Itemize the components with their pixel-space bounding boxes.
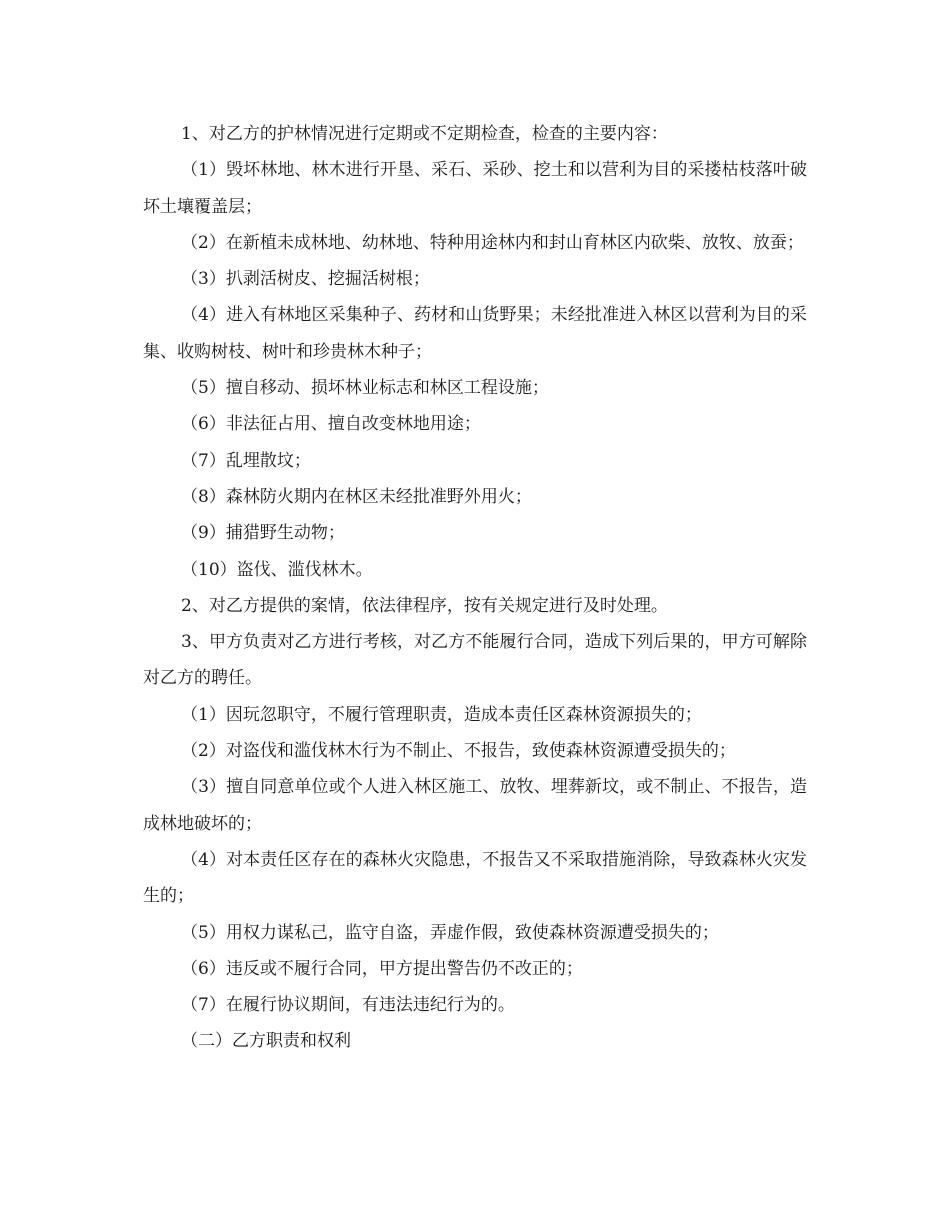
paragraph-item-10: （10）盗伐、滥伐林木。 bbox=[181, 559, 373, 580]
paragraph-consequence-4: （4）对本责任区存在的森林火灾隐患，不报告又不采取措施消除，导致森林火灾发生的； bbox=[143, 849, 807, 907]
paragraph-item-8: （8）森林防火期内在林区未经批准野外用火； bbox=[181, 486, 532, 507]
paragraph-consequence-3: （3）擅自同意单位或个人进入林区施工、放牧、埋葬新坟，或不制止、不报告，造成林地破坏的； bbox=[143, 777, 807, 834]
paragraph-consequence-2: （2）对盗伐和滥伐林木行为不制止、不报告，致使森林资源遭受损失的； bbox=[181, 741, 736, 762]
paragraph-item-6: （6）非法征占用、擅自改变林地用途； bbox=[181, 414, 481, 435]
paragraph-consequence-7: （7）在履行协议期间，有违法违纪行为的。 bbox=[181, 995, 515, 1016]
section-heading-party-b: （二）乙方职责和权利 bbox=[181, 1031, 351, 1052]
paragraph-item-3: （3）扒剥活树皮、挖掘活树根； bbox=[181, 269, 430, 290]
paragraph-item-5: （5）擅自移动、损坏林业标志和林区工程设施； bbox=[181, 378, 549, 399]
paragraph-consequence-1: （1）因玩忽职守，不履行管理职责，造成本责任区森林资源损失的； bbox=[181, 704, 702, 725]
paragraph-assessment: 3、甲方负责对乙方进行考核，对乙方不能履行合同，造成下列后果的，甲方可解除对乙方的聘任。 bbox=[143, 632, 807, 689]
document-body bbox=[143, 116, 807, 1060]
paragraph-item-2: （2）在新植未成林地、幼林地、特种用途林内和封山育林区内砍柴、放牧、放蚕； bbox=[181, 232, 804, 253]
paragraph-consequence-6: （6）违反或不履行合同，甲方提出警告仍不改正的； bbox=[181, 958, 583, 979]
paragraph-item-4: （4）进入有林地区采集种子、药材和山货野果；未经批准进入林区以营利为目的采集、收购树枝、树叶和珍贵林木种子； bbox=[143, 305, 807, 362]
paragraph-case-handling: 2、对乙方提供的案情，依法律程序，按有关规定进行及时处理。 bbox=[181, 595, 668, 616]
paragraph-check-contents: 1、对乙方的护林情况进行定期或不定期检查，检查的主要内容： bbox=[181, 124, 668, 144]
paragraph-item-1: （1）毁坏林地、林木进行开垦、采石、采砂、挖土和以营利为目的采搂枯枝落叶破坏土壤覆盖层； bbox=[143, 160, 807, 217]
paragraph-consequence-5: （5）用权力谋私己，监守自盗，弄虚作假，致使森林资源遭受损失的； bbox=[181, 922, 719, 943]
paragraph-item-9: （9）捕猎野生动物； bbox=[181, 523, 345, 544]
paragraph-item-7: （7）乱埋散坟； bbox=[181, 450, 311, 471]
